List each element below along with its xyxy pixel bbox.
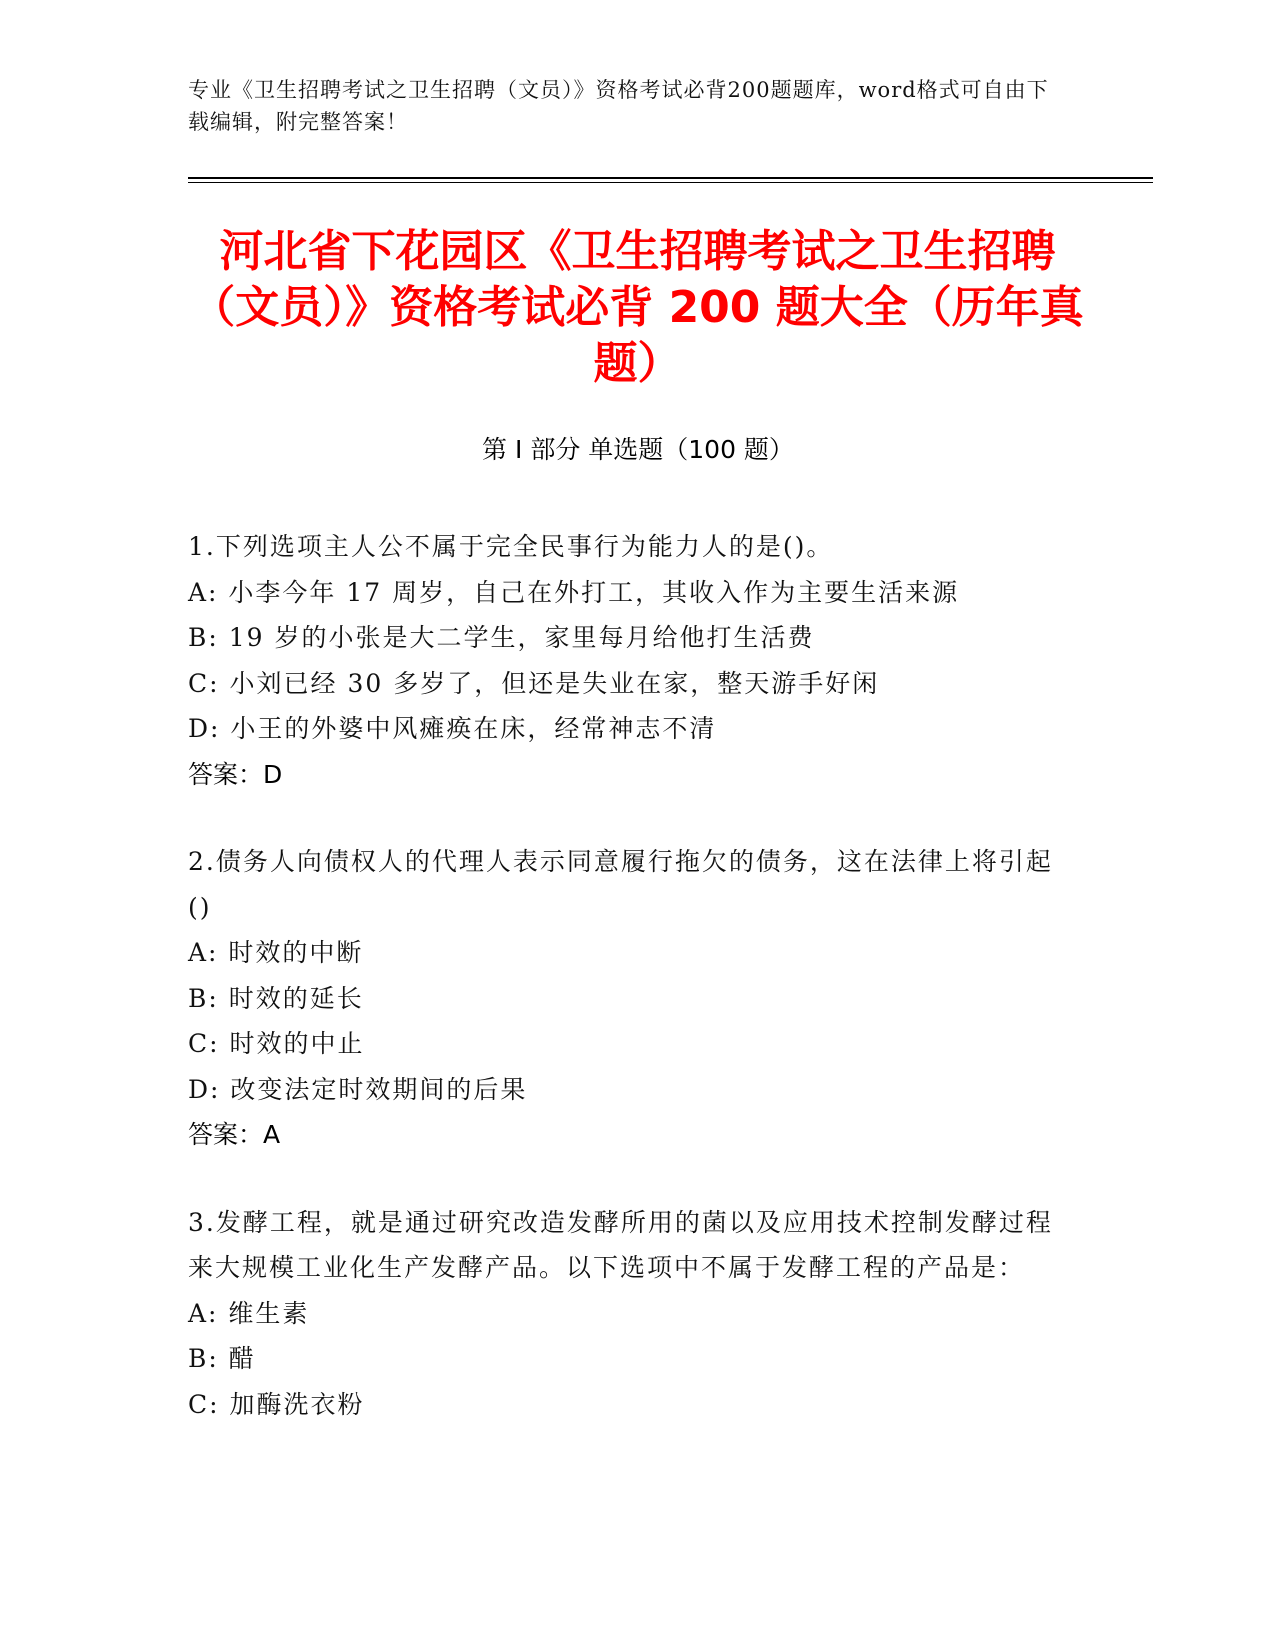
option-a: A: 维生素 (188, 1298, 310, 1328)
question-list (188, 524, 1068, 1469)
option-c: C: 加酶洗衣粉 (188, 1389, 365, 1419)
option-d: D: 小王的外婆中风瘫痪在床，经常神志不清 (188, 714, 717, 743)
option-a: A: 小李今年 17 周岁，自己在外打工，其收入作为主要生活来源 (188, 577, 960, 607)
question-text: 2.债务人向债权人的代理人表示同意履行拖欠的债务，这在法律上将引起() (188, 847, 1053, 922)
document-title: 河北省下花园区《卫生招聘考试之卫生招聘（文员）》资格考试必背 200 题大全（历年真题） (191, 226, 1084, 389)
option-a: A: 时效的中断 (188, 938, 364, 967)
option-b: B: 醋 (188, 1344, 256, 1373)
header-divider-thick (188, 177, 1153, 179)
option-d: D: 改变法定时效期间的后果 (188, 1074, 528, 1104)
header-divider-thin (188, 182, 1153, 183)
question-text: 1.下列选项主人公不属于完全民事行为能力人的是()。 (188, 532, 834, 561)
question-3 (188, 1200, 1068, 1428)
option-b: B: 19 岁的小张是大二学生，家里每月给他打生活费 (188, 623, 815, 652)
question-text: 3.发酵工程，就是通过研究改造发酵所用的菌以及应用技术控制发酵过程来大规模工业化生产发酵产品。以下选项中不属于发酵工程的产品是： (188, 1207, 1053, 1282)
section-title: 第 I 部分 单选题（100 题） (482, 435, 794, 464)
answer: 答案：A (188, 1120, 281, 1149)
question-1 (188, 524, 1068, 797)
option-c: C: 时效的中止 (188, 1029, 365, 1058)
option-b: B: 时效的延长 (188, 983, 364, 1013)
option-c: C: 小刘已经 30 多岁了，但还是失业在家，整天游手好闲 (188, 668, 880, 698)
answer: 答案：D (188, 759, 283, 789)
question-2 (188, 839, 1068, 1158)
header-note: 专业《卫生招聘考试之卫生招聘（文员）》资格考试必背200题题库，word格式可自由下载编辑，附完整答案！ (188, 78, 1049, 134)
